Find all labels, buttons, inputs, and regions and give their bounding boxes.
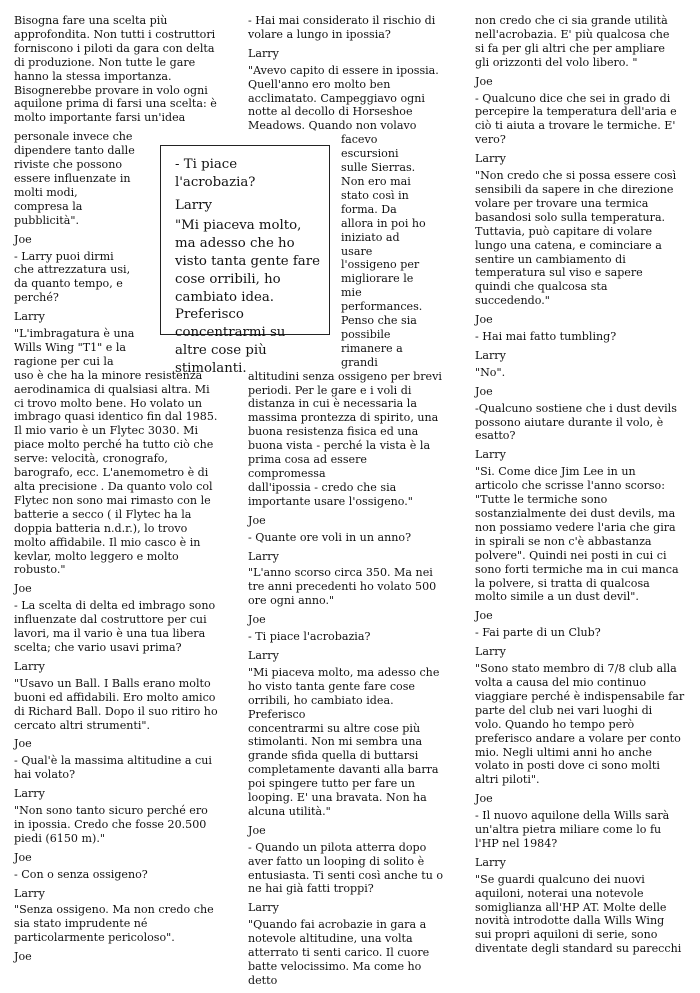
answer: "L'anno scorso circa 350. Ma nei tre anni precedenti ho volato 500 ore ogni anno." — [248, 566, 437, 608]
paragraph: Bisogna fare una scelta più approfondita. Non tutti i costruttori forniscono i piloti da gara con delta di produzione. Non tutte le gare hanno la stessa importanza. Bisognerebbe provare in volo ogni aquilone prima di farsi una scelta: è molto importante farsi un'idea — [14, 14, 217, 125]
answer: "No". — [475, 365, 506, 379]
speaker-label: Joe — [475, 792, 493, 806]
speaker-label: Joe — [475, 384, 493, 398]
question: - Larry puoi dirmi che attrezzatura usi, da quanto tempo, e perché? — [14, 249, 131, 305]
speaker-label: Larry — [248, 46, 279, 60]
answer: facevo escursioni sulle Sierras. Non ero mai stato così in forma. Da allora in poi ho iniziato ad usare l'ossigeno per migliorare le mie performances. Penso che sia possibile rimanere a grandi — [341, 133, 426, 369]
speaker-label: Larry — [248, 648, 279, 662]
speaker-label: Joe — [14, 582, 32, 596]
question: - Il nuovo aquilone della Wills sarà un'altra pietra miliare come lo fu l'HP nel 1984? — [475, 809, 670, 850]
speaker-label: Joe — [475, 74, 493, 88]
speaker-label: Joe — [14, 950, 32, 964]
answer: altitudini senza ossigeno per brevi periodi. Per le gare e i voli di distanza in cui è necessaria la massima prontezza di spirito, una buona resistenza fisica ed una buona vista - perché la vista è la prima cosa ad essere compromessa dall'ipossia - credo che sia importante usare l'ossigeno." — [248, 369, 442, 508]
answer: "Senza ossigeno. Ma non credo che sia stato imprudente né particolarmente pericoloso". — [14, 903, 214, 945]
answer: "Sono stato membro di 7/8 club alla volta a causa del mio continuo viaggiare perché è indispensabile far parte del club nei vari luoghi di volo. Quando ho tempo però preferisco andare a volare per conto mio. Negli ultimi anni ho anche volato in posti dove ci sono molti altri piloti". — [475, 662, 685, 787]
question: - Ti piace l'acrobazia? — [248, 630, 371, 644]
question: - Quando un pilota atterra dopo aver fatto un looping di solito è entusiasta. Ti senti così anche tu o ne hai già fatti troppi? — [248, 840, 444, 896]
speaker-label: Larry — [248, 901, 279, 915]
question: - Hai mai considerato il rischio di volare a lungo in ipossia? — [248, 14, 436, 41]
speaker-label: Larry — [14, 886, 45, 900]
speaker-label: Larry — [475, 152, 506, 166]
speaker-label: Joe — [475, 313, 493, 327]
speaker-label: Larry — [475, 448, 506, 462]
question: - Hai mai fatto tumbling? — [475, 330, 617, 344]
speaker-label: Joe — [14, 737, 32, 751]
speaker-label: Joe — [248, 513, 266, 527]
question: - Fai parte di un Club? — [475, 626, 601, 640]
speaker-label: Larry — [475, 645, 506, 659]
speaker-label: Larry — [14, 659, 45, 673]
pull-quote-box — [160, 145, 330, 376]
answer: "L'imbragatura è una Wills Wing "T1" e la ragione per cui la — [14, 327, 135, 368]
answer: "Avevo capito di essere in ipossia. Quell'anno ero molto ben acclimatato. Campeggiavo ogni notte al decollo di Horseshoe Meadows. Quando non volavo — [248, 63, 439, 133]
answer: non credo che ci sia grande utilità nell'acrobazia. E' più qualcosa che si fa per gli altri che per ampliare gli orizzonti del volo libero. " — [475, 14, 670, 69]
speaker-label: Joe — [475, 609, 493, 623]
pull-quote-question: - Ti piace l'acrobazia? — [175, 157, 256, 190]
answer: "Se guardi qualcuno dei nuovi aquiloni, noterai una notevole somiglianza all'HP AT. Molte delle novità introdotte dalla Wills Wing sui propri aquiloni di serie, sono diventate degli standard su parecchi — [475, 872, 682, 956]
question: - Qual'è la massima altitudine a cui hai volato? — [14, 754, 212, 782]
answer: "Usavo un Ball. I Balls erano molto buoni ed affidabili. Ero molto amico di Richard Ball. Dopo il suo ritiro ho cercato altri strumenti". — [14, 676, 218, 732]
question: - Qualcuno dice che sei in grado di percepire la temperatura dell'aria e ciò ti aiuta a trovare le termiche. E' vero? — [475, 91, 677, 147]
speaker-label: Joe — [248, 823, 266, 837]
answer: "Si. Come dice Jim Lee in un articolo che scrisse l'anno scorso: "Tutte le termiche sono sostanzialmente dei dust devils, ma non possiamo vedere l'aria che gira in spirali se non c'è abbastanza polvere". Quindi nei posti in cui ci sono forti termiche ma in cui manca la polvere, si tratta di qualcosa molto simile a un dust devil". — [475, 465, 679, 604]
question: -Qualcuno sostiene che i dust devils possono aiutare durante il volo, è esatto? — [475, 401, 677, 443]
speaker-label: Larry — [248, 549, 279, 563]
answer: uso è che ha la minore resistenza aerodinamica di qualsiasi altra. Mi ci trovo molto bene. Ho volato un imbrago quasi identico fin dal 1985. Il mio vario è un Flytec 3030. Mi piace molto perché ha tutto ciò che serve: velocità, cronografo, barografo, ecc. L'anemometro è di alta precisione . Da quanto volo col Flytec non sono mai rimasto con le batterie a secco ( il Flytec ha la doppia batteria n.d.r.), lo trovo molto affidabile. Il mio casco è in kevlar, molto leggero e molto robusto." — [14, 368, 218, 577]
speaker-label: Larry — [14, 310, 45, 324]
pull-quote-answer: "Mi piaceva molto, ma adesso che ho visto tanta gente fare cose orribili, ho cambiato idea. Preferisco concentrarmi su altre cose più stimolanti. — [175, 218, 320, 376]
question: - Quante ore voli in un anno? — [248, 530, 412, 544]
column-right — [475, 14, 685, 961]
pull-quote-speaker: Larry — [175, 197, 212, 213]
question: - La scelta di delta ed imbrago sono influenzate dal costruttore per cui lavori, ma il vario è una tua libera scelta; che vario usavi prima? — [14, 599, 216, 654]
speaker-label: Larry — [475, 348, 506, 362]
speaker-label: Joe — [14, 232, 32, 246]
speaker-label: Larry — [14, 787, 45, 801]
answer: "Mi piaceva molto, ma adesso che ho visto tanta gente fare cose orribili, ho cambiato idea. Preferisco concentrarmi su altre cose più stimolanti. Non mi sembra una grande sfida quella di buttarsi completamente davanti alla barra poi spingere tutto per fare un looping. E' una bravata. Non ha alcuna utilità." — [248, 665, 440, 818]
paragraph: personale invece che dipendere tanto dalle riviste che possono essere influenzate in molti modi, compresa la pubblicità". — [14, 130, 135, 227]
speaker-label: Larry — [475, 855, 506, 869]
question: - Con o senza ossigeno? — [14, 867, 148, 881]
speaker-label: Joe — [248, 613, 266, 627]
answer: "Non credo che si possa essere così sensibili da sapere in che direzione volare per trovare una termica basandosi solo sulla temperatura. Tuttavia, può capitare di volare lungo una catena, e cominciare a sentire un cambiamento di temperatura sul viso e sapere quindi che qualcosa sta succedendo." — [475, 169, 677, 308]
answer: "Quando fai acrobazie in gara a notevole altitudine, una volta atterrato ti senti carico. Il cuore batte velocissimo. Ma come ho detto — [248, 918, 430, 987]
answer: "Non sono tanto sicuro perché ero in ipossia. Credo che fosse 20.500 piedi (6150 m)." — [14, 804, 208, 845]
speaker-label: Joe — [14, 850, 32, 864]
